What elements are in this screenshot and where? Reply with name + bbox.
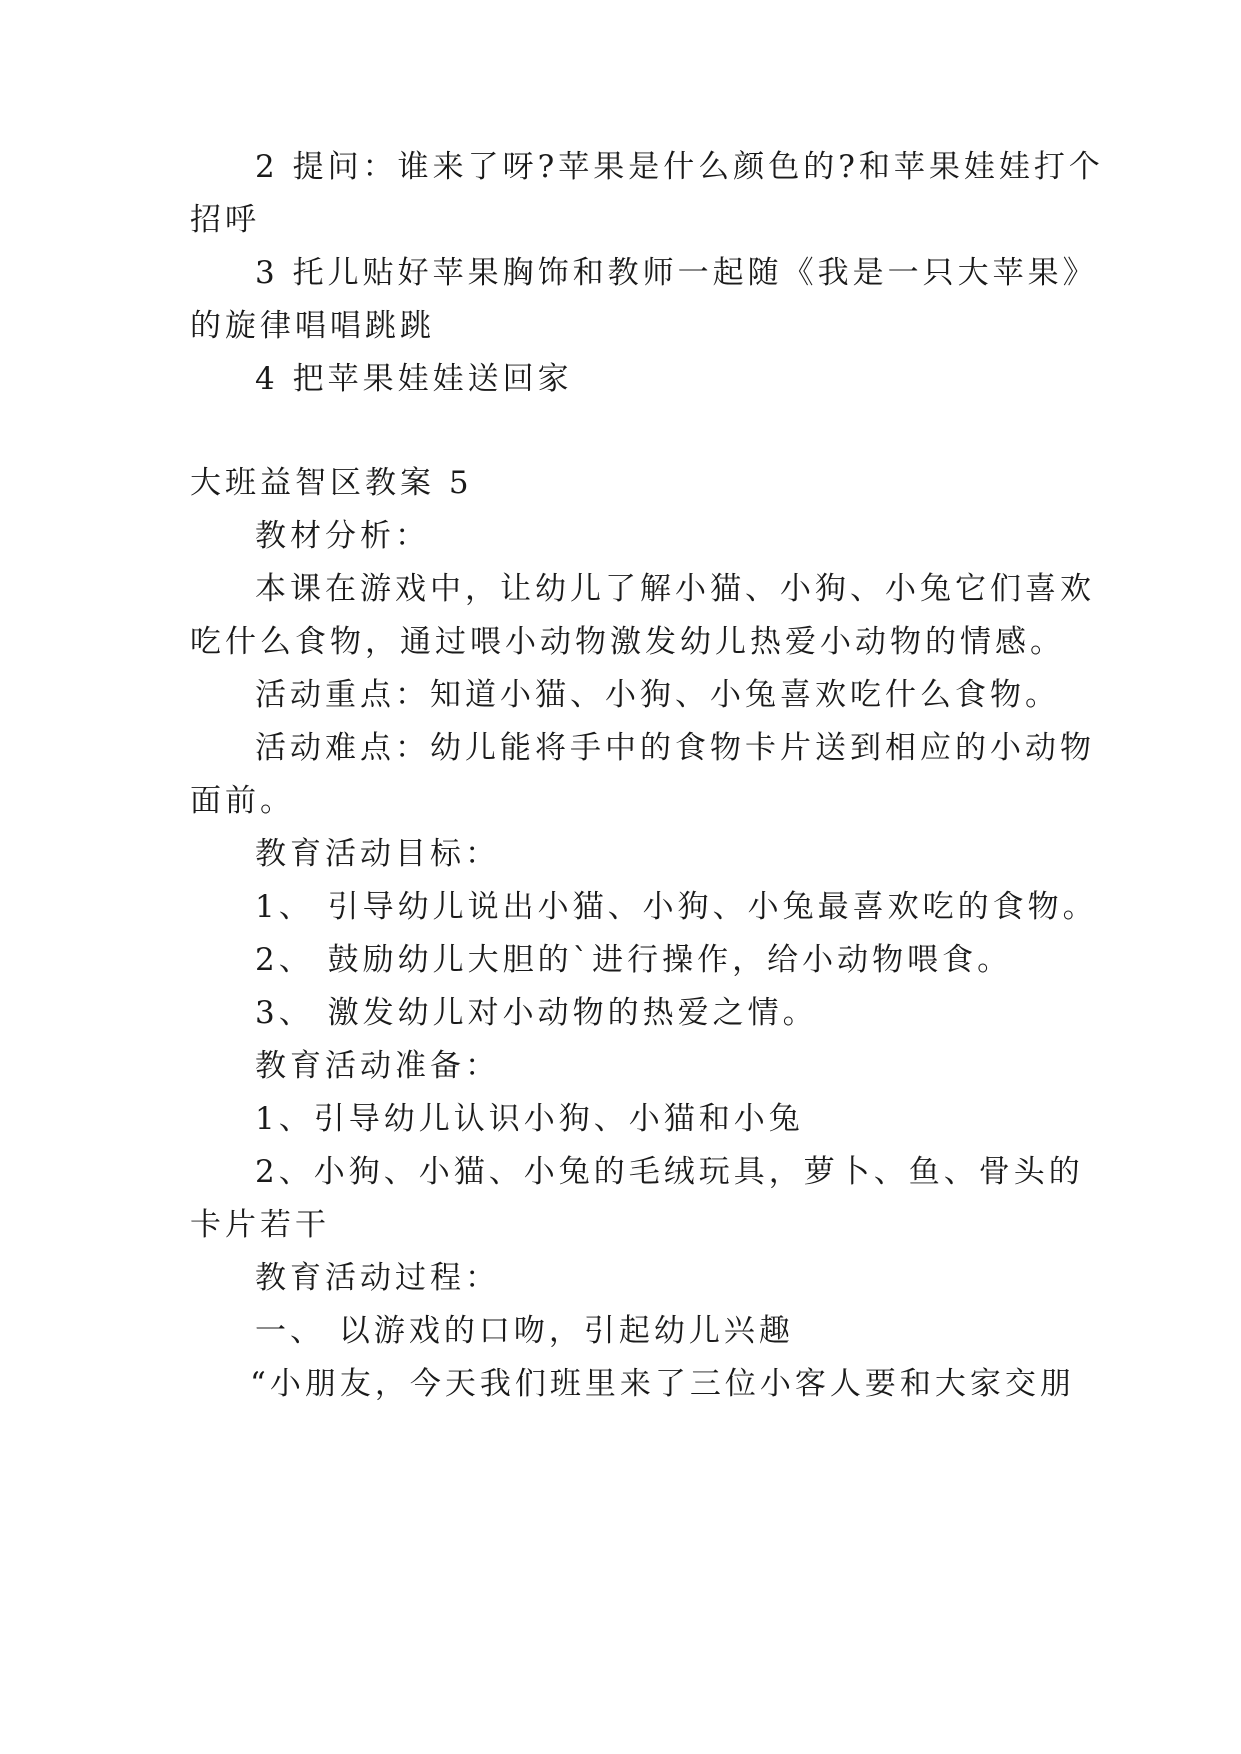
paragraph-line: 4 把苹果娃娃送回家: [255, 361, 573, 397]
paragraph-line: 招呼: [190, 202, 260, 238]
paragraph-line: “小朋友，今天我们班里来了三位小客人要和大家交朋: [250, 1366, 1075, 1402]
paragraph-line: 2 提问：谁来了呀?苹果是什么颜色的?和苹果娃娃打个: [255, 149, 1104, 185]
list-item: 1、 引导幼儿说出小猫、小狗、小兔最喜欢吃的食物。: [255, 889, 1098, 925]
paragraph-line: 本课在游戏中，让幼儿了解小猫、小狗、小兔它们喜欢: [255, 571, 1095, 607]
paragraph-line: 教材分析：: [255, 518, 430, 554]
list-item: 1、引导幼儿认识小狗、小猫和小兔: [255, 1101, 804, 1137]
paragraph-line: 教育活动目标：: [255, 836, 500, 872]
paragraph-line: 面前。: [190, 783, 295, 819]
list-item: 2、 鼓励幼儿大胆的`进行操作，给小动物喂食。: [255, 942, 1013, 978]
paragraph-line: 活动难点：幼儿能将手中的食物卡片送到相应的小动物: [255, 730, 1095, 766]
list-item: 2、小狗、小猫、小兔的毛绒玩具，萝卜、鱼、骨头的: [255, 1154, 1084, 1190]
paragraph-line: 教育活动准备：: [255, 1048, 500, 1084]
paragraph-line: 教育活动过程：: [255, 1260, 500, 1296]
paragraph-line: 活动重点：知道小猫、小狗、小兔喜欢吃什么食物。: [255, 677, 1060, 713]
section-heading: 大班益智区教案 5: [190, 465, 473, 501]
paragraph-line: 吃什么食物，通过喂小动物激发幼儿热爱小动物的情感。: [190, 624, 1065, 660]
paragraph-line: 卡片若干: [190, 1207, 330, 1243]
list-item: 3、 激发幼儿对小动物的热爱之情。: [255, 995, 818, 1031]
list-item: 一、 以游戏的口吻，引起幼儿兴趣: [255, 1313, 794, 1349]
paragraph-line: 的旋律唱唱跳跳: [190, 308, 435, 344]
paragraph-line: 3 托儿贴好苹果胸饰和教师一起随《我是一只大苹果》: [255, 255, 1098, 291]
